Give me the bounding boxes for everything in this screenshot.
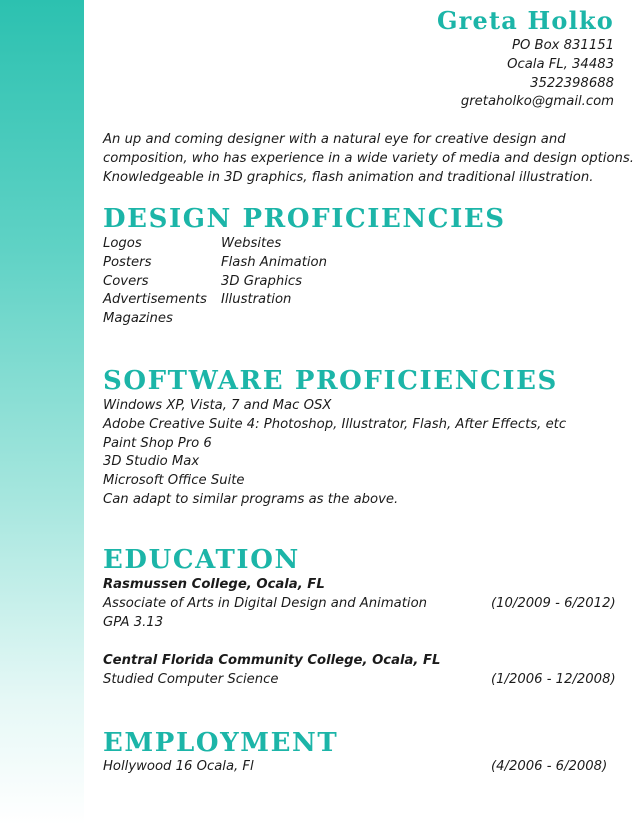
address-line-1: PO Box 831151 xyxy=(512,38,614,53)
address-line-2: Ocala FL, 34483 xyxy=(507,56,614,72)
date-range: (10/2009 - 6/2012) xyxy=(491,595,616,611)
list-item: Can adapt to similar programs as the above. xyxy=(103,491,399,507)
email-address: gretaholko@gmail.com xyxy=(460,94,614,110)
education-row xyxy=(103,671,616,690)
employment-row xyxy=(103,758,613,777)
sidebar-gradient xyxy=(0,0,84,825)
phone-number: 3522398688 xyxy=(530,75,614,91)
summary-line: composition, who has experience in a wide variety of media and design options. xyxy=(103,150,634,166)
list-item: Websites xyxy=(221,236,282,251)
date-range: (4/2006 - 6/2008) xyxy=(491,759,608,774)
list-item: Windows XP, Vista, 7 and Mac OSX xyxy=(103,398,332,413)
list-item: Logos xyxy=(103,236,142,251)
list-item: 3D Graphics xyxy=(221,273,302,289)
list-item: Illustration xyxy=(221,292,292,308)
study-text: Studied Computer Science xyxy=(103,671,279,687)
list-item: 3D Studio Max xyxy=(103,454,200,470)
design-list-col-2 xyxy=(221,235,327,310)
list-item: Advertisements xyxy=(103,292,207,308)
employer-text: Hollywood 16 Ocala, Fl xyxy=(103,759,254,774)
education-entry xyxy=(103,652,616,690)
software-proficiencies-heading: SOFTWARE PROFICIENCIES xyxy=(103,366,558,396)
degree-text: Associate of Arts in Digital Design and Animation xyxy=(103,595,428,611)
gpa-text: GPA 3.13 xyxy=(103,614,164,630)
employment-heading: EMPLOYMENT xyxy=(103,728,339,758)
summary-paragraph xyxy=(103,131,634,187)
applicant-name: Greta Holko xyxy=(436,6,614,35)
list-item: Paint Shop Pro 6 xyxy=(103,435,212,451)
school-name: Central Florida Community College, Ocala, FL xyxy=(103,653,441,668)
list-item: Posters xyxy=(103,254,152,270)
education-row xyxy=(103,595,616,614)
list-item: Covers xyxy=(103,273,149,289)
summary-line: An up and coming designer with a natural eye for creative design and xyxy=(103,132,566,147)
date-range: (1/2006 - 12/2008) xyxy=(491,671,616,687)
list-item: Magazines xyxy=(103,311,173,327)
employment-entry xyxy=(103,758,613,777)
design-list-col-1 xyxy=(103,235,207,329)
school-name: Rasmussen College, Ocala, FL xyxy=(103,577,325,592)
list-item: Flash Animation xyxy=(221,254,327,270)
list-item: Microsoft Office Suite xyxy=(103,473,245,489)
software-list xyxy=(103,397,566,510)
contact-header xyxy=(437,6,614,112)
design-proficiencies-heading: DESIGN PROFICIENCIES xyxy=(103,204,506,234)
summary-line: Knowledgeable in 3D graphics, flash animation and traditional illustration. xyxy=(103,169,594,185)
education-entry xyxy=(103,576,616,632)
education-heading: EDUCATION xyxy=(103,545,300,575)
list-item: Adobe Creative Suite 4: Photoshop, Illustrator, Flash, After Effects, etc xyxy=(103,416,567,432)
